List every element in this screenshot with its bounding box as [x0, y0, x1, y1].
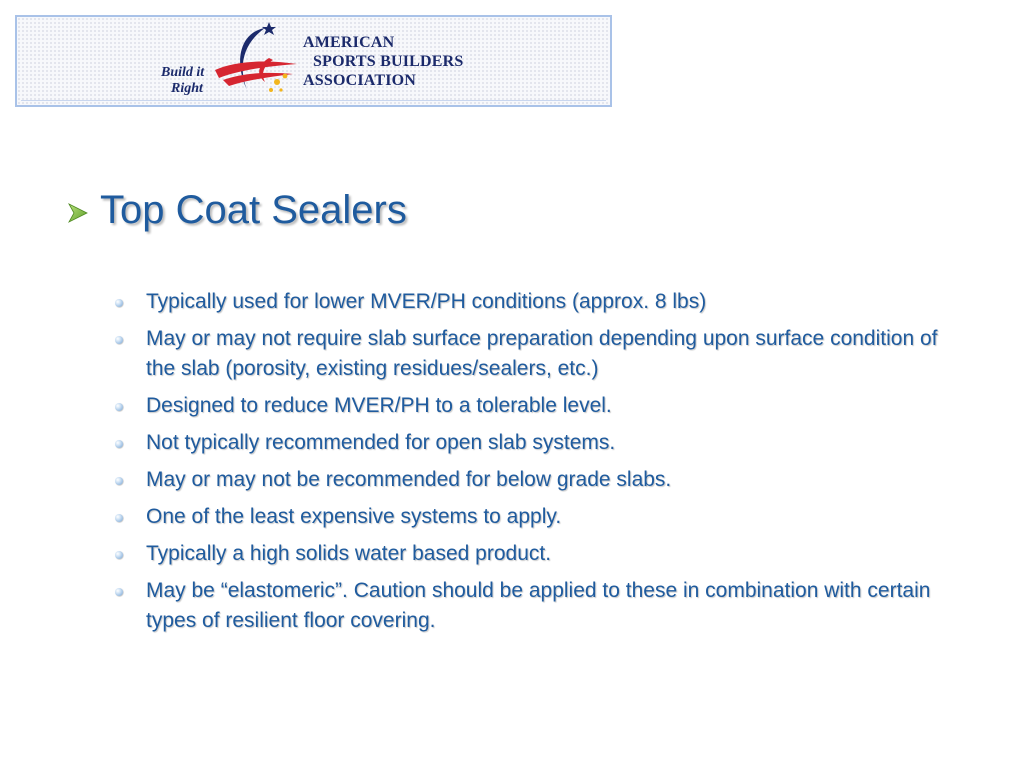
blue-dot-icon: [115, 403, 123, 411]
list-item: [110, 502, 940, 532]
blue-dot-icon: [115, 336, 123, 344]
list-item: [110, 287, 940, 317]
list-item: [110, 576, 940, 636]
blue-dot-icon: [115, 551, 123, 559]
bullet-list: [110, 287, 940, 643]
organization-name: [303, 33, 463, 90]
list-item-text: May or may not be recommended for below grade slabs.: [146, 468, 672, 491]
blue-dot-icon: [115, 514, 123, 522]
asba-logo-mark: [157, 20, 307, 102]
list-item-text: Not typically recommended for open slab systems.: [146, 431, 616, 454]
blue-dot-icon: [115, 440, 123, 448]
list-item-text: One of the least expensive systems to apply.: [146, 505, 562, 528]
slide-title: Top Coat Sealers: [100, 188, 407, 232]
blue-dot-icon: [115, 299, 123, 307]
org-name-line1: AMERICAN: [303, 34, 395, 51]
list-item: [110, 539, 940, 569]
blue-dot-icon: [115, 588, 123, 596]
logo-banner: [15, 15, 612, 107]
list-item-text: Designed to reduce MVER/PH to a tolerable level.: [146, 394, 612, 417]
org-name-line2: SPORTS BUILDERS: [313, 53, 464, 70]
org-name-line3: ASSOCIATION: [303, 72, 417, 89]
banner-divider: [21, 100, 606, 101]
green-arrow-icon: [66, 201, 90, 225]
list-item-text: May be “elastomeric”. Caution should be applied to these in combination with certain types of resilient floor covering.: [146, 579, 931, 632]
list-item: [110, 465, 940, 495]
blue-dot-icon: [115, 477, 123, 485]
list-item: [110, 324, 940, 384]
list-item-text: Typically a high solids water based product.: [146, 542, 552, 565]
list-item: [110, 428, 940, 458]
slide-heading: [66, 188, 407, 233]
list-item-text: Typically used for lower MVER/PH conditions (approx. 8 lbs): [146, 290, 707, 313]
list-item: [110, 391, 940, 421]
logo-tagline-line2: Right: [171, 81, 203, 96]
list-item-text: May or may not require slab surface preparation depending upon surface condition of the slab (porosity, existing residues/sealers, etc.): [146, 327, 938, 380]
logo-tagline-line1: Build it: [161, 65, 205, 80]
